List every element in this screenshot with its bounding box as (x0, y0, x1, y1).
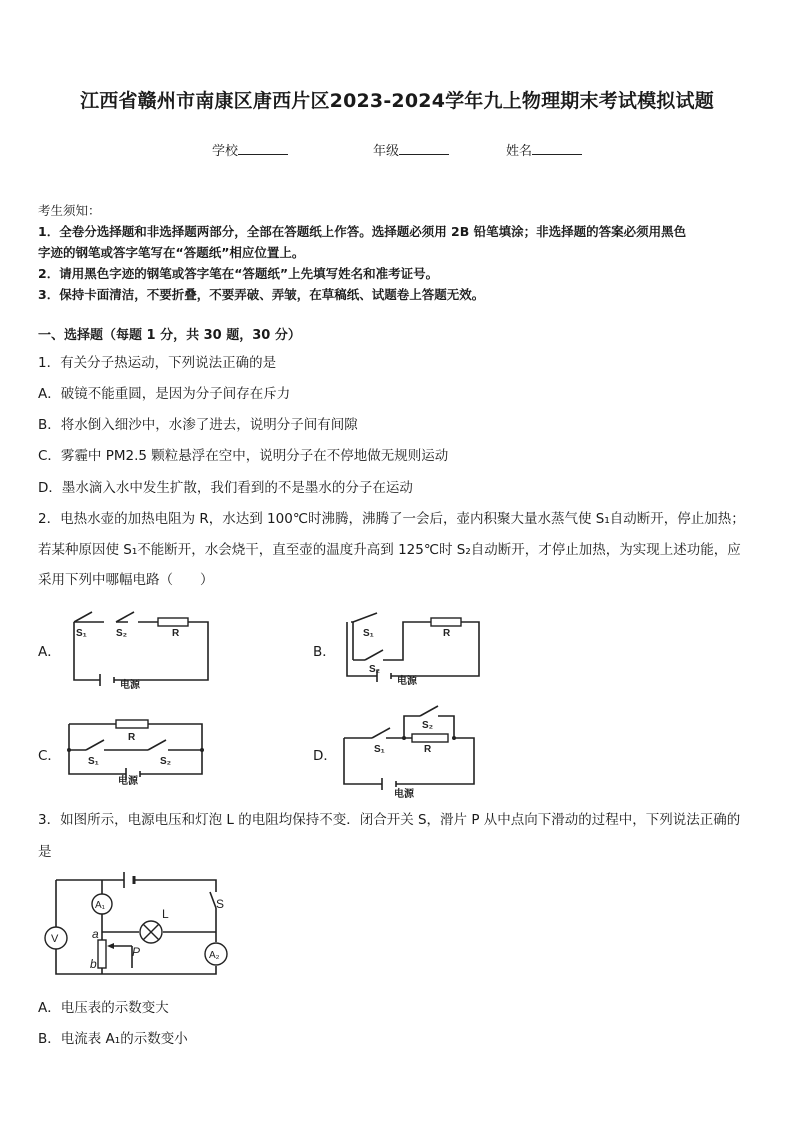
switch-s2-label: S₂ (422, 720, 434, 731)
q1-stem: 1．有关分子热运动，下列说法正确的是 (38, 355, 277, 371)
circuit-d (342, 700, 492, 800)
source-label: 电源 (120, 680, 140, 691)
resistor-label: R (172, 628, 180, 639)
switch-s1-label: S₁ (76, 628, 87, 639)
circuit-a (70, 608, 220, 691)
q2-option-b[interactable]: B． (313, 644, 336, 660)
school-field[interactable] (212, 140, 288, 159)
switch-s1-label: S₁ (374, 744, 385, 755)
ammeter-a1-label: A₁ (95, 900, 106, 911)
q3-option-b[interactable]: B．电流表 A₁的示数变小 (38, 1031, 188, 1047)
notice-heading: 考生须知： (38, 203, 101, 218)
q2-option-d[interactable]: D． (313, 748, 337, 764)
voltmeter-label: V (51, 933, 59, 945)
source-label: 电源 (394, 789, 414, 800)
source-label: 电源 (397, 676, 417, 687)
name-field[interactable] (506, 140, 582, 159)
page-title: 江西省赣州市南康区唐西片区2023-2024学年九上物理期末考试模拟试题 (80, 90, 714, 112)
section-heading: 一、选择题（每题 1 分，共 30 题，30 分） (38, 328, 301, 343)
circuit-q3 (38, 868, 228, 988)
school-blank[interactable] (238, 142, 288, 155)
q3-line1: 3．如图所示，电源电压和灯泡 L 的电阻均保持不变．闭合开关 S，滑片 P 从中点向下滑动的过程中，下列说法正确的 (38, 812, 741, 828)
q3-line2: 是 (38, 844, 52, 860)
grade-blank[interactable] (399, 142, 449, 155)
name-label: 姓名 (506, 144, 533, 159)
switch-s2-label: S₂ (160, 756, 172, 767)
circuit-c (66, 716, 216, 787)
notice-item: 字迹的钢笔或答字笔写在“答题纸”相应位置上。 (38, 245, 305, 260)
switch-label: S (216, 897, 225, 911)
circuit-b (343, 610, 493, 690)
notice-item: 3．保持卡面清洁，不要折叠，不要弄破、弄皱，在草稿纸、试题卷上答题无效。 (38, 287, 485, 302)
grade-field[interactable] (373, 140, 449, 159)
q1-option-c[interactable]: C．雾霾中 PM2.5 颗粒悬浮在空中，说明分子在不停地做无规则运动 (38, 448, 449, 464)
name-blank[interactable] (532, 142, 582, 155)
resistor-label: R (128, 732, 136, 743)
q2-option-c[interactable]: C． (38, 748, 61, 764)
switch-s2-label: S₂ (116, 628, 128, 639)
source-label: 电源 (118, 776, 138, 787)
q2-line3: 采用下列中哪幅电路（ ） (38, 572, 214, 588)
q3-option-a[interactable]: A．电压表的示数变大 (38, 1000, 169, 1016)
q2-line1: 2．电热水壶的加热电阻为 R，水达到 100℃时沸腾，沸腾了一会后，壶内积聚大量水蒸气使 S₁自动断开，停止加热； (38, 511, 745, 527)
switch-s1-label: S₁ (88, 756, 99, 767)
switch-s2-label: S₂ (369, 664, 381, 675)
terminal-b-label: b (90, 957, 97, 971)
notice-list (38, 222, 758, 306)
notice-item: 2．请用黑色字迹的钢笔或答字笔在“答题纸”上先填写姓名和准考证号。 (38, 266, 439, 281)
terminal-a-label: a (92, 927, 99, 941)
q1-option-a[interactable]: A．破镜不能重圆，是因为分子间存在斥力 (38, 386, 291, 402)
q1-option-b[interactable]: B．将水倒入细沙中，水渗了进去，说明分子间有间隙 (38, 417, 358, 433)
q2-line2: 若某种原因使 S₁不能断开，水会烧干，直至壶的温度升高到 125℃时 S₂自动断开，才停止加热，为实现上述功能，应 (38, 542, 741, 558)
grade-label: 年级 (373, 144, 400, 159)
slider-p-label: P (132, 945, 141, 959)
school-label: 学校 (212, 144, 239, 159)
resistor-label: R (443, 628, 451, 639)
lamp-label: L (162, 907, 169, 921)
switch-s1-label: S₁ (363, 628, 374, 639)
q2-option-a[interactable]: A． (38, 644, 61, 660)
notice-item: 1．全卷分选择题和非选择题两部分，全部在答题纸上作答。选择题必须用 2B 铅笔填涂；非选择题的答案必须用黑色 (38, 224, 687, 239)
q1-option-d[interactable]: D．墨水滴入水中发生扩散，我们看到的不是墨水的分子在运动 (38, 480, 413, 496)
resistor-label: R (424, 744, 432, 755)
ammeter-a2-label: A₂ (209, 950, 220, 961)
